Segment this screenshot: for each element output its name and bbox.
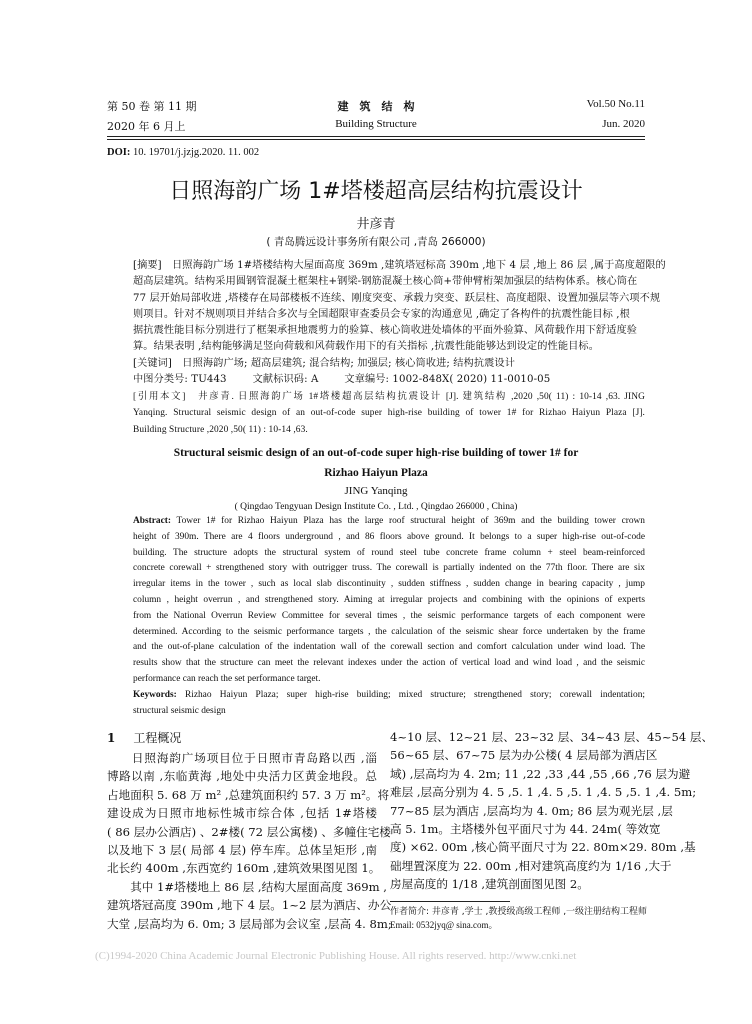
line-text: and the out-of-plane calculation of the indentation wall of the corewall section and comfort calculation under wind load. The	[133, 642, 645, 653]
text-line	[107, 804, 377, 822]
volume-issue-en: Vol.50 No.11	[586, 98, 645, 110]
line-text: 算。结果表明 ,结构能够满足竖向荷载和风荷载作用下的有关指标 ,抗震性能能够达到设定的性能目标。	[133, 341, 599, 353]
header-rule	[107, 139, 645, 140]
text-line	[390, 765, 691, 783]
text-line	[133, 546, 645, 562]
text-line	[133, 577, 645, 593]
line-text: building. The structure adopts the structural system of round steel tube concrete frame column + steel beam-reinforced	[133, 547, 645, 558]
line-text: 大堂 ,层高均为 6. 0m; 3 层局部为会议室 ,层高 4. 8m;	[107, 916, 392, 931]
line-text: concrete corewall + strengthened story with outrigger truss. The corewall is partially indented on the 77th floor. There are six	[133, 563, 645, 574]
footnote-bio: 作者简介: 井彦青 ,学士 ,教授级高级工程师 ,一级注册结构工程师	[390, 907, 648, 917]
line-text: Yanqing. Structural seismic design of an out-of-code super high-rise building of tower 1# for Rizhao Haiyun Plaza [J].	[133, 408, 645, 419]
line-text: 高 5. 1m。主塔楼外包平面尺寸为 44. 24m( 等效宽	[390, 821, 661, 836]
line-text: Tower 1# for Rizhao Haiyun Plaza has the large roof structural height of 369m and the building tower crown	[171, 516, 645, 526]
line-text: Building Structure ,2020 ,50( 11) : 10-14 ,63.	[133, 424, 308, 435]
line-text: 房屋高度的 1/18 ,建筑剖面图见图 2。	[390, 877, 589, 892]
title-en-line: Rizhao Haiyun Plaza	[324, 467, 428, 479]
abstract-cn	[133, 258, 666, 356]
journal-name-cn: 建 筑 结 构	[337, 100, 415, 113]
line-text: results show that the structure can meet the relevant indexes under the action of vertical load and wind load , and the seismic	[133, 658, 645, 669]
line-text: 则项目。针对不规则项目并结合多次与全国超限审查委员会专家的沟通意见 ,确定了各构件的抗震性能目标 ,根	[133, 308, 630, 320]
line-text: 础埋置深度为 22. 00m ,相对建筑高度约为 1/16 ,大于	[390, 858, 672, 873]
line-text: 56~65 层、67~75 层为办公楼( 4 层局部为酒店区	[390, 748, 658, 763]
text-line	[107, 896, 392, 914]
text-line	[133, 405, 645, 421]
line-text: 4~10 层、12~21 层、23~32 层、34~43 层、45~54 层、	[390, 730, 714, 744]
text-line	[133, 274, 645, 290]
line-text: [摘要] 日照海韵广场 1#塔楼结构大屋面高度 369m ,建筑塔冠标高 390m ,地下 4 层 ,地上 86 层 ,属于高度超限的	[133, 260, 666, 271]
text-line	[133, 258, 666, 274]
text-line	[133, 561, 645, 577]
author-footnote	[390, 906, 647, 932]
text-line	[390, 783, 697, 801]
doi-value: 10. 19701/j.jzjg.2020. 11. 002	[132, 147, 260, 158]
citation	[133, 389, 645, 438]
journal-name-en: Building Structure	[335, 118, 417, 130]
line-text: 日照海韵广场项目位于日照市青岛路以西 ,淄	[107, 751, 377, 765]
text-line	[133, 640, 645, 656]
line-text: irregular items in the tower , such as local slab discontinuity , sudden stiffness , sudden change in bearing capacity , jump	[133, 579, 645, 590]
text-line	[133, 609, 645, 625]
line-text: 北长约 400m ,东西宽约 160m ,建筑效果图见图 1。	[107, 861, 381, 876]
author-cn: 井彦青	[356, 217, 396, 232]
label: Abstract:	[133, 516, 172, 526]
text-line	[390, 838, 696, 856]
text-line	[107, 859, 381, 877]
doi	[107, 147, 259, 158]
line-text: column , height overrun , and strengthened story. Aiming at irregular projects and combining with the opinions of experts	[133, 594, 645, 605]
text-line	[107, 841, 377, 859]
text-line	[390, 728, 714, 746]
line-text: 77~85 层为酒店 ,层高均为 4. 0m; 86 层为观光层 ,层	[390, 803, 673, 818]
date-cn: 2020 年 6 月上	[107, 120, 186, 133]
text-line	[107, 786, 390, 804]
body-right-column	[390, 728, 714, 894]
text-line	[107, 767, 377, 785]
section-heading	[107, 730, 181, 746]
text-line	[390, 820, 661, 838]
line-text: 超高层建筑。结构采用圆钢管混凝土框架柱+钢梁-钢筋混凝土核心筒+带伸臂桁架加强层的结构体系。核心筒在	[133, 276, 638, 288]
section-title: 工程概况	[133, 731, 182, 745]
author-en: JING Yanqing	[344, 485, 408, 497]
line-text: Rizhao Haiyun Plaza; super high-rise building; mixed structure; strengthened story; corewall indentation;	[176, 690, 645, 700]
line-text: 博路以南 ,东临黄海 ,地处中央活力区黄金地段。总	[107, 769, 377, 784]
text-line	[133, 656, 645, 672]
date-en: Jun. 2020	[602, 118, 645, 130]
line-text: 77 层开始局部收进 ,塔楼存在局部楼板不连续、刚度突变、承载力突变、跃层柱、高度超限、设置加强层等六项不规	[133, 292, 661, 304]
footnote-rule	[390, 901, 510, 902]
label: Keywords:	[133, 690, 177, 700]
line-text: height of 390m. There are 4 floors underground , and 86 floors above ground. It belongs to a super high-rise out-of-code	[133, 531, 645, 542]
line-text: 据抗震性能目标分别进行了框架承担地震剪力的验算、核心筒收进处墙体的平面外验算、风荷载作用下舒适度验	[133, 325, 638, 337]
text-line	[133, 593, 645, 609]
line-text: structural seismic design	[133, 705, 226, 716]
keywords-cn: [关键词] 日照海韵广场; 超高层建筑; 混合结构; 加强层; 核心筒收进; 结构抗震设计	[133, 358, 515, 369]
footnote-email: Email: 0532jyq@ sina.com。	[390, 920, 498, 930]
line-text: 域) ,层高均为 4. 2m; 11 ,22 ,33 ,44 ,55 ,66 ,76 层为避	[390, 766, 691, 781]
text-line	[133, 530, 645, 546]
text-line	[133, 339, 645, 355]
text-line	[107, 823, 391, 841]
text-line	[107, 915, 392, 933]
text-line	[107, 749, 377, 767]
text-line	[390, 746, 658, 764]
text-line	[133, 389, 645, 405]
line-text: performance can reach the set performance target.	[133, 673, 321, 684]
line-text: from the National Overrun Review Committee for several times , the seismic performance targets of each component were	[133, 610, 645, 621]
line-text: 以及地下 3 层( 局部 4 层) 停车库。总体呈矩形 ,南	[107, 842, 377, 857]
metadata-cn	[133, 356, 645, 389]
line-text: 建筑塔冠高度 390m ,地下 4 层。1~2 层为酒店、办公	[107, 898, 392, 913]
line-text: ( 86 层办公酒店) 、2#楼( 72 层公寓楼) 、多幢住宅楼	[107, 824, 391, 839]
text-line	[133, 704, 645, 720]
text-line	[133, 672, 645, 688]
text-line	[133, 514, 645, 530]
line-text: 建设成为日照市地标性城市综合体 ,包括 1#塔楼	[107, 806, 377, 821]
text-line	[133, 291, 661, 307]
watermark: (C)1994-2020 China Academic Journal Electronic Publishing House. All rights reserved. http://www.cnki.net	[95, 950, 577, 962]
header-rule	[107, 136, 645, 137]
volume-issue-cn: 第 50 卷 第 11 期	[107, 100, 197, 113]
line-text: 难层 ,层高分别为 4. 5 ,5. 1 ,4. 5 ,5. 1 ,4. 5 ,5. 1 ,4. 5m;	[390, 785, 697, 800]
affiliation-cn: ( 青岛腾远设计事务所有限公司 ,青岛 266000)	[266, 236, 486, 248]
text-line	[107, 878, 387, 896]
line-text: 度) ×62. 00m ,核心筒平面尺寸为 22. 80m×29. 80m ,基	[390, 840, 696, 855]
section-number: 1	[107, 731, 116, 745]
keywords-en	[133, 688, 645, 720]
text-line	[133, 307, 645, 323]
text-line	[390, 857, 672, 875]
line-text: determined. According to the seismic performance targets , the calculation of the seismic shear force undertaken by the frame	[133, 626, 645, 637]
line-text: [引用本文] 井彦青. 日照海韵广场 1#塔楼超高层结构抗震设计 [J]. 建筑结构 ,2020 ,50( 11) : 10-14 ,63. JING	[133, 392, 645, 402]
body-left-column	[107, 749, 392, 933]
text-line	[390, 802, 673, 820]
abstract-en	[133, 514, 645, 688]
line-text: 其中 1#塔楼地上 86 层 ,结构大屋面高度 369m ,	[107, 879, 387, 894]
classification	[133, 372, 645, 388]
doi-label: DOI:	[107, 147, 131, 158]
text-line	[133, 323, 645, 339]
affiliation-en: ( Qingdao Tengyuan Design Institute Co. , Ltd. , Qingdao 266000 , China)	[234, 502, 518, 512]
text-line	[133, 688, 645, 704]
paper-title-en	[0, 443, 752, 483]
line-text: 占地面积 5. 68 万 m² ,总建筑面积约 57. 3 万 m²。将	[107, 787, 390, 802]
text-line	[133, 422, 645, 438]
article-number: 文章编号: 1002-848X( 2020) 11-0010-05	[344, 374, 551, 386]
document-code: 文献标识码: A	[252, 374, 319, 386]
text-line	[390, 875, 645, 893]
title-en-line: Structural seismic design of an out-of-code super high-rise building of tower 1# for	[173, 447, 579, 459]
text-line	[133, 625, 645, 641]
clc-number: 中图分类号: TU443	[133, 374, 227, 386]
paper-title-cn: 日照海韵广场 1#塔楼超高层结构抗震设计	[169, 179, 583, 204]
